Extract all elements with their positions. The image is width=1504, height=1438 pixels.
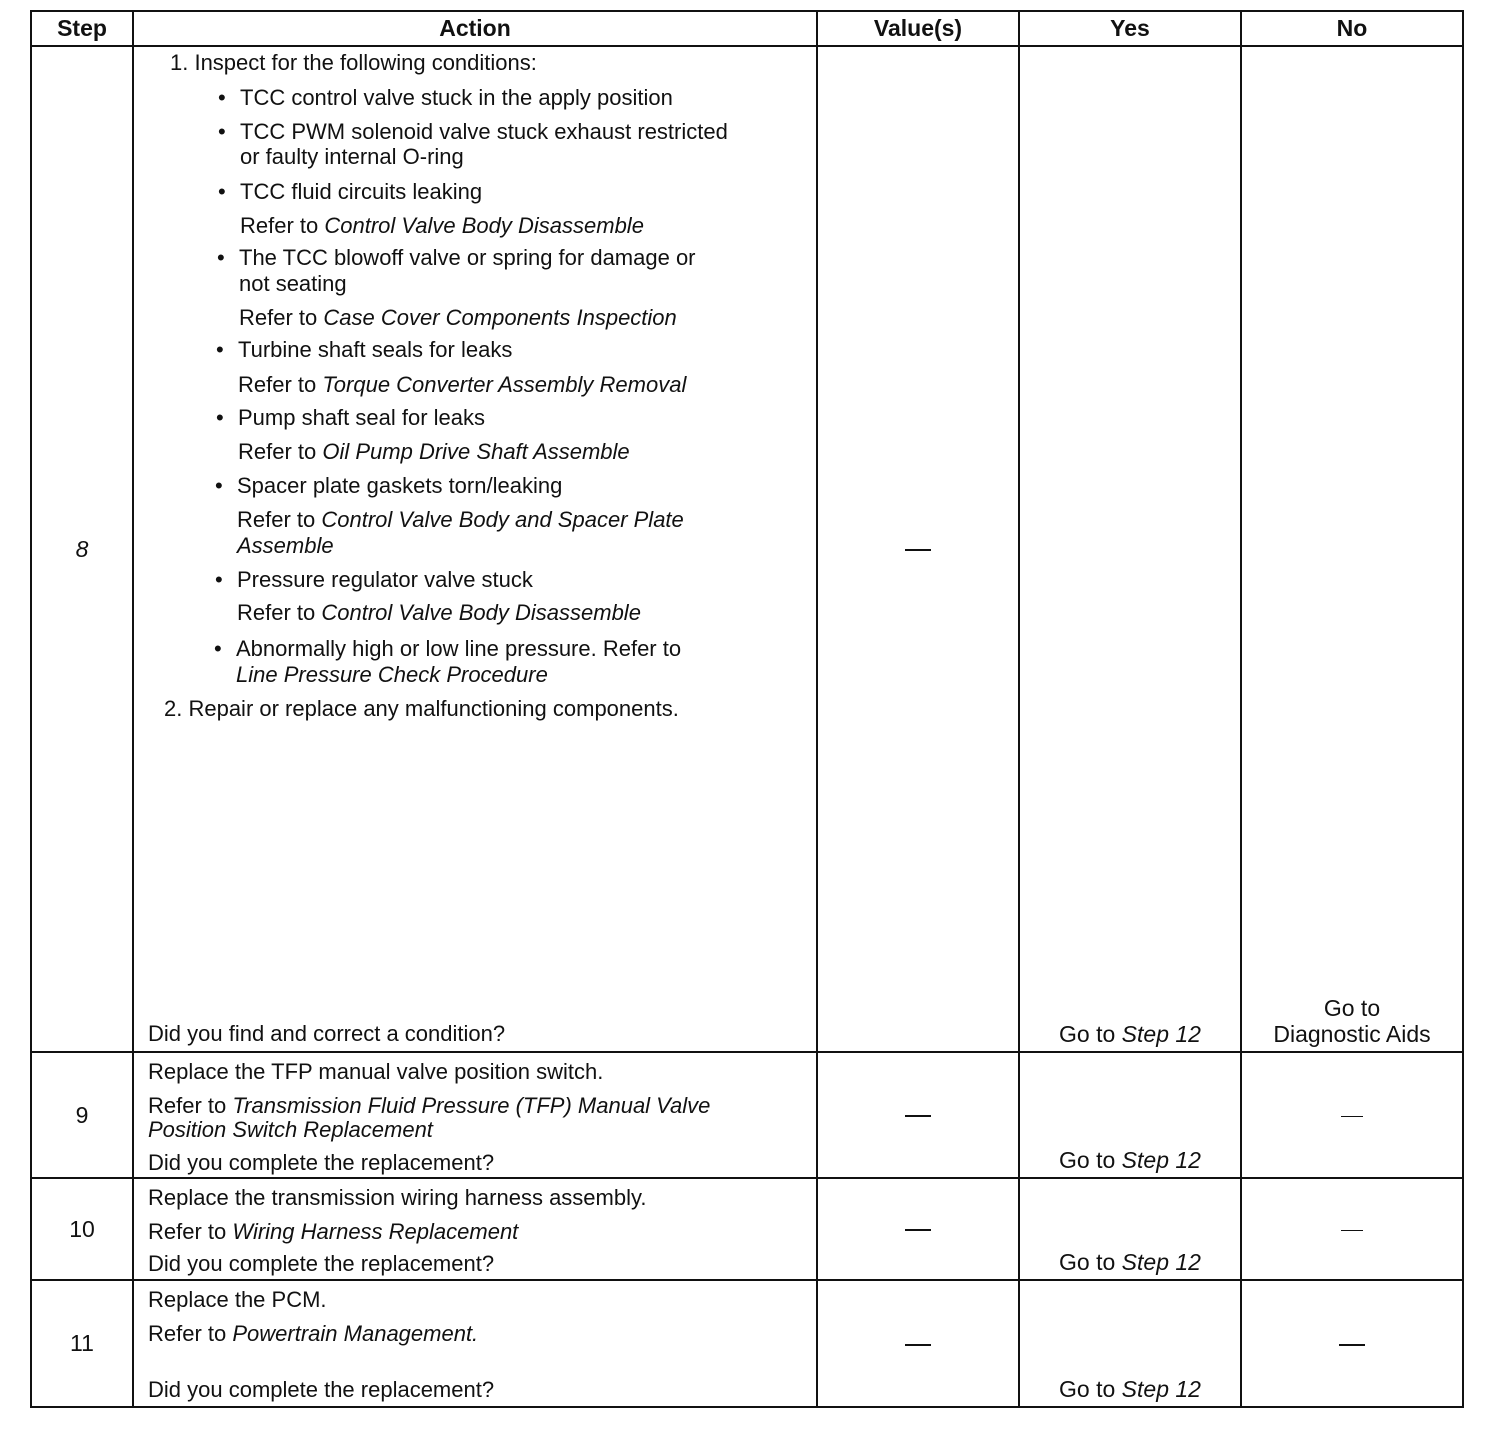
yes-cell xyxy=(1019,1052,1241,1178)
yes-cell xyxy=(1019,1178,1241,1280)
no-cell xyxy=(1241,1178,1463,1280)
header-yes: Yes xyxy=(1019,11,1241,46)
table-row xyxy=(31,1280,1463,1407)
dash-mark xyxy=(905,1229,931,1231)
no-goto xyxy=(1242,995,1462,1047)
action-cell xyxy=(133,1280,817,1407)
condition-bullet: • TCC fluid circuits leaking xyxy=(240,179,482,205)
dash-mark xyxy=(1341,1116,1363,1117)
reference-link[interactable]: Control Valve Body and Spacer Plate xyxy=(321,507,684,532)
step-link[interactable]: Step 12 xyxy=(1121,1147,1201,1173)
step-number: 11 xyxy=(31,1280,133,1407)
reference-line: Refer to Wiring Harness Replacement xyxy=(148,1219,519,1244)
reference-link[interactable]: Oil Pump Drive Shaft Assemble xyxy=(322,439,630,464)
reference-link[interactable]: Control Valve Body Disassemble xyxy=(321,600,641,625)
action-question: Did you complete the replacement? xyxy=(148,1251,495,1276)
condition-bullet: • Abnormally high or low line pressure. Refer to xyxy=(236,636,681,662)
header-no: No xyxy=(1241,11,1463,46)
dash-mark xyxy=(1341,1230,1363,1231)
no-cell xyxy=(1241,1280,1463,1407)
reference-line: Refer to Control Valve Body and Spacer Plate xyxy=(237,507,684,532)
condition-bullet: • Spacer plate gaskets torn/leaking xyxy=(237,473,562,499)
table-row xyxy=(31,1178,1463,1280)
condition-bullet: • Pressure regulator valve stuck xyxy=(237,567,533,593)
dash-mark xyxy=(905,1344,931,1346)
dash-mark xyxy=(905,1115,931,1117)
step-link[interactable]: Step 12 xyxy=(1121,1249,1201,1275)
reference-link[interactable]: Wiring Harness Replacement xyxy=(232,1219,519,1244)
reference-line: Refer to Control Valve Body Disassemble xyxy=(237,600,641,625)
condition-bullet: • Pump shaft seal for leaks xyxy=(238,405,485,431)
reference-link[interactable]: Case Cover Components Inspection xyxy=(323,305,677,330)
condition-bullet-cont: or faulty internal O-ring xyxy=(240,144,464,169)
reference-link[interactable]: Powertrain Management. xyxy=(232,1321,479,1346)
reference-link-cont[interactable]: Assemble xyxy=(237,533,334,558)
dash-mark xyxy=(1339,1344,1365,1346)
step-value: 8 xyxy=(75,535,89,562)
reference-link[interactable]: Transmission Fluid Pressure (TFP) Manual Valve xyxy=(232,1093,711,1118)
yes-goto: Go to Step 12 xyxy=(1059,1021,1201,1047)
values-cell xyxy=(817,1280,1019,1407)
reference-line: Refer to Transmission Fluid Pressure (TFP) Manual Valve xyxy=(148,1093,711,1118)
no-goto-line1: Go to xyxy=(1323,995,1381,1021)
header-action: Action xyxy=(133,11,817,46)
condition-bullet: • TCC PWM solenoid valve stuck exhaust restricted xyxy=(240,119,728,145)
action-line: Replace the TFP manual valve position switch. xyxy=(148,1059,604,1084)
action-question: Did you complete the replacement? xyxy=(148,1377,495,1402)
header-row xyxy=(31,11,1463,46)
values-cell xyxy=(817,1178,1019,1280)
action-item-2: 2. Repair or replace any malfunctioning components. xyxy=(164,696,679,721)
action-item-1: 1. Inspect for the following conditions: xyxy=(170,50,537,75)
reference-link[interactable]: Control Valve Body Disassemble xyxy=(324,213,644,238)
action-cell xyxy=(133,46,817,1052)
action-line: Replace the PCM. xyxy=(148,1287,327,1312)
action-cell xyxy=(133,1052,817,1178)
reference-line: Refer to Control Valve Body Disassemble xyxy=(240,213,644,238)
step-number: 9 xyxy=(31,1052,133,1178)
diagnostic-aids-link[interactable]: Diagnostic Aids xyxy=(1273,1021,1431,1047)
header-step: Step xyxy=(31,11,133,46)
step-link[interactable]: Step 12 xyxy=(1121,1376,1201,1402)
table-row xyxy=(31,1052,1463,1178)
dash-mark xyxy=(905,549,931,551)
action-cell xyxy=(133,1178,817,1280)
condition-bullet: • The TCC blowoff valve or spring for damage or xyxy=(239,245,696,271)
action-question: Did you find and correct a condition? xyxy=(148,1021,506,1046)
reference-line: Refer to Case Cover Components Inspection xyxy=(239,305,677,330)
reference-link-cont[interactable]: Line Pressure Check Procedure xyxy=(236,662,548,687)
step-number: 10 xyxy=(31,1178,133,1280)
reference-link[interactable]: Torque Converter Assembly Removal xyxy=(322,372,687,397)
action-question: Did you complete the replacement? xyxy=(148,1150,495,1175)
reference-line: Refer to Powertrain Management. xyxy=(148,1321,479,1346)
no-cell xyxy=(1241,46,1463,1052)
reference-line: Refer to Torque Converter Assembly Removal xyxy=(238,372,687,397)
yes-goto: Go to Step 12 xyxy=(1059,1147,1201,1173)
no-cell xyxy=(1241,1052,1463,1178)
header-values: Value(s) xyxy=(817,11,1019,46)
values-cell xyxy=(817,1052,1019,1178)
yes-cell xyxy=(1019,46,1241,1052)
yes-cell xyxy=(1019,1280,1241,1407)
action-line: Replace the transmission wiring harness assembly. xyxy=(148,1185,647,1210)
values-cell xyxy=(817,46,1019,1052)
yes-goto: Go to Step 12 xyxy=(1059,1376,1201,1402)
table-row xyxy=(31,46,1463,1052)
condition-bullet: • TCC control valve stuck in the apply position xyxy=(240,85,673,111)
yes-goto: Go to Step 12 xyxy=(1059,1249,1201,1275)
step-number xyxy=(31,46,133,1052)
reference-link-cont[interactable]: Position Switch Replacement xyxy=(148,1117,433,1142)
diagnostic-table xyxy=(30,10,1464,1408)
step-link[interactable]: Step 12 xyxy=(1121,1021,1201,1047)
condition-bullet-cont: not seating xyxy=(239,271,347,296)
condition-bullet: • Turbine shaft seals for leaks xyxy=(238,337,512,363)
reference-line: Refer to Oil Pump Drive Shaft Assemble xyxy=(238,439,630,464)
